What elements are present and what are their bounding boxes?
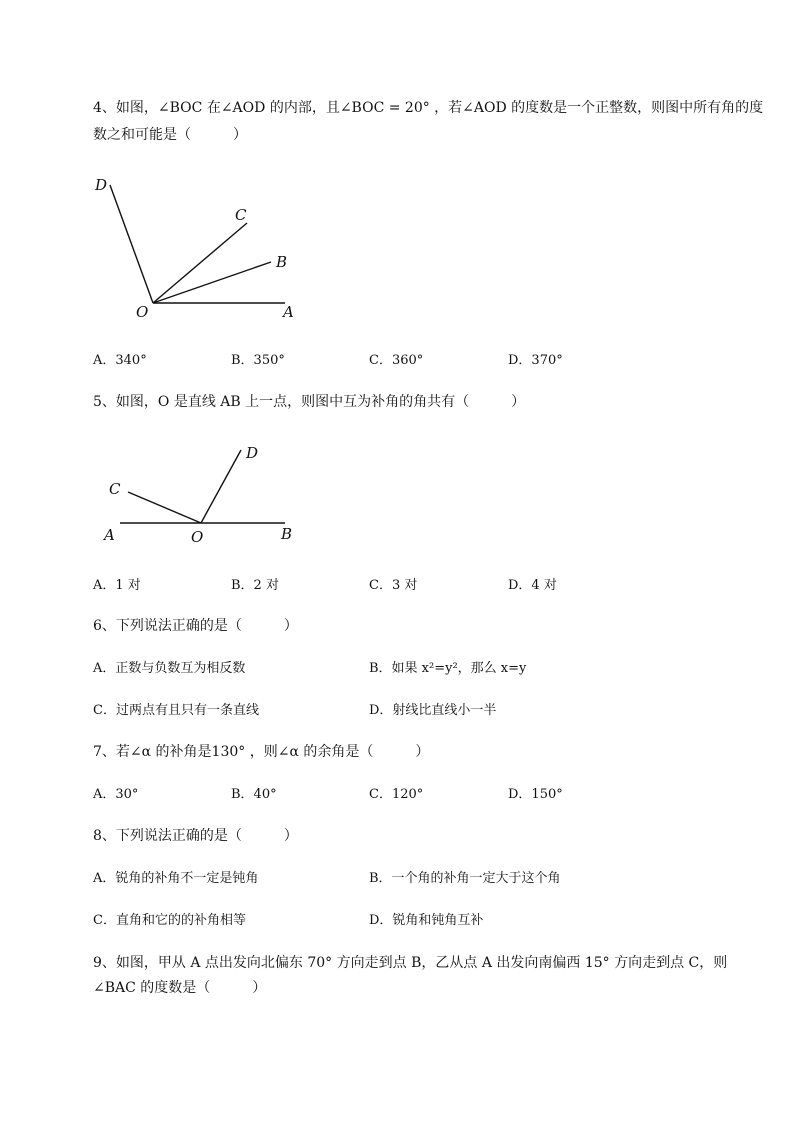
q8-option-c[interactable]: C．直角和它的的补角相等 [93, 913, 246, 928]
ray-oc [153, 223, 247, 303]
point-label-a: A [283, 303, 294, 321]
q4-stem-line2: 数之和可能是（ ） [93, 127, 247, 143]
q5-option-c[interactable]: C．3 对 [369, 578, 418, 593]
q4-angle-figure [90, 170, 310, 330]
q7-option-b[interactable]: B．40° [231, 787, 277, 802]
q5-option-b[interactable]: B．2 对 [231, 578, 279, 593]
point-label-d: D [246, 444, 259, 462]
q6-option-c[interactable]: C．过两点有且只有一条直线 [93, 703, 259, 718]
point-label-b: B [281, 525, 293, 543]
ray-oc [128, 492, 201, 523]
q5-option-a[interactable]: A．1 对 [93, 578, 141, 593]
q6-option-a[interactable]: A．正数与负数互为相反数 [93, 661, 246, 676]
q6-stem: 6、下列说法正确的是（ ） [93, 618, 298, 634]
q7-option-a[interactable]: A．30° [93, 787, 139, 802]
point-label-c: C [109, 480, 121, 498]
q7-stem: 7、若∠α 的补角是130° ，则∠α 的余角是（ ） [93, 744, 430, 760]
point-label-o: O [191, 528, 204, 546]
point-label-d: D [95, 176, 108, 194]
q5-option-d[interactable]: D．4 对 [508, 578, 557, 593]
q5-angle-figure [100, 440, 310, 550]
q8-option-d[interactable]: D．锐角和钝角互补 [369, 913, 484, 928]
point-label-c: C [235, 206, 247, 224]
ray-od [110, 185, 153, 303]
q5-stem-line1: 5、如图，O 是直线 AB 上一点，则图中互为补角的角共有（ ） [93, 394, 526, 410]
q4-option-d[interactable]: D．370° [508, 353, 563, 368]
q8-stem: 8、下列说法正确的是（ ） [93, 828, 298, 844]
ray-od [201, 450, 241, 523]
point-label-o: O [136, 303, 149, 321]
q4-option-b[interactable]: B．350° [231, 353, 285, 368]
q6-option-d[interactable]: D．射线比直线小一半 [369, 703, 497, 718]
q4-option-a[interactable]: A．340° [93, 353, 147, 368]
q6-option-b[interactable]: B．如果 x²=y²，那么 x=y [369, 661, 527, 676]
q7-option-c[interactable]: C．120° [369, 787, 424, 802]
point-label-a: A [104, 526, 115, 544]
q9-stem-line1: 9、如图，甲从 A 点出发向北偏东 70° 方向走到点 B，乙从点 A 出发向南偏西 15° 方向走到点 C，则 [93, 955, 728, 971]
q7-option-d[interactable]: D．150° [508, 787, 563, 802]
q4-option-c[interactable]: C．360° [369, 353, 424, 368]
q8-option-b[interactable]: B．一个角的补角一定大于这个角 [369, 871, 561, 886]
q9-stem-line2: ∠BAC 的度数是（ ） [93, 980, 267, 996]
ray-ob [153, 262, 271, 303]
point-label-b: B [276, 253, 288, 271]
q8-option-a[interactable]: A．锐角的补角不一定是钝角 [93, 871, 259, 886]
q4-stem-line1: 4、如图，∠BOC 在∠AOD 的内部，且∠BOC = 20° ，若∠AOD 的度数是一个正整数，则图中所有角的度 [93, 100, 764, 116]
